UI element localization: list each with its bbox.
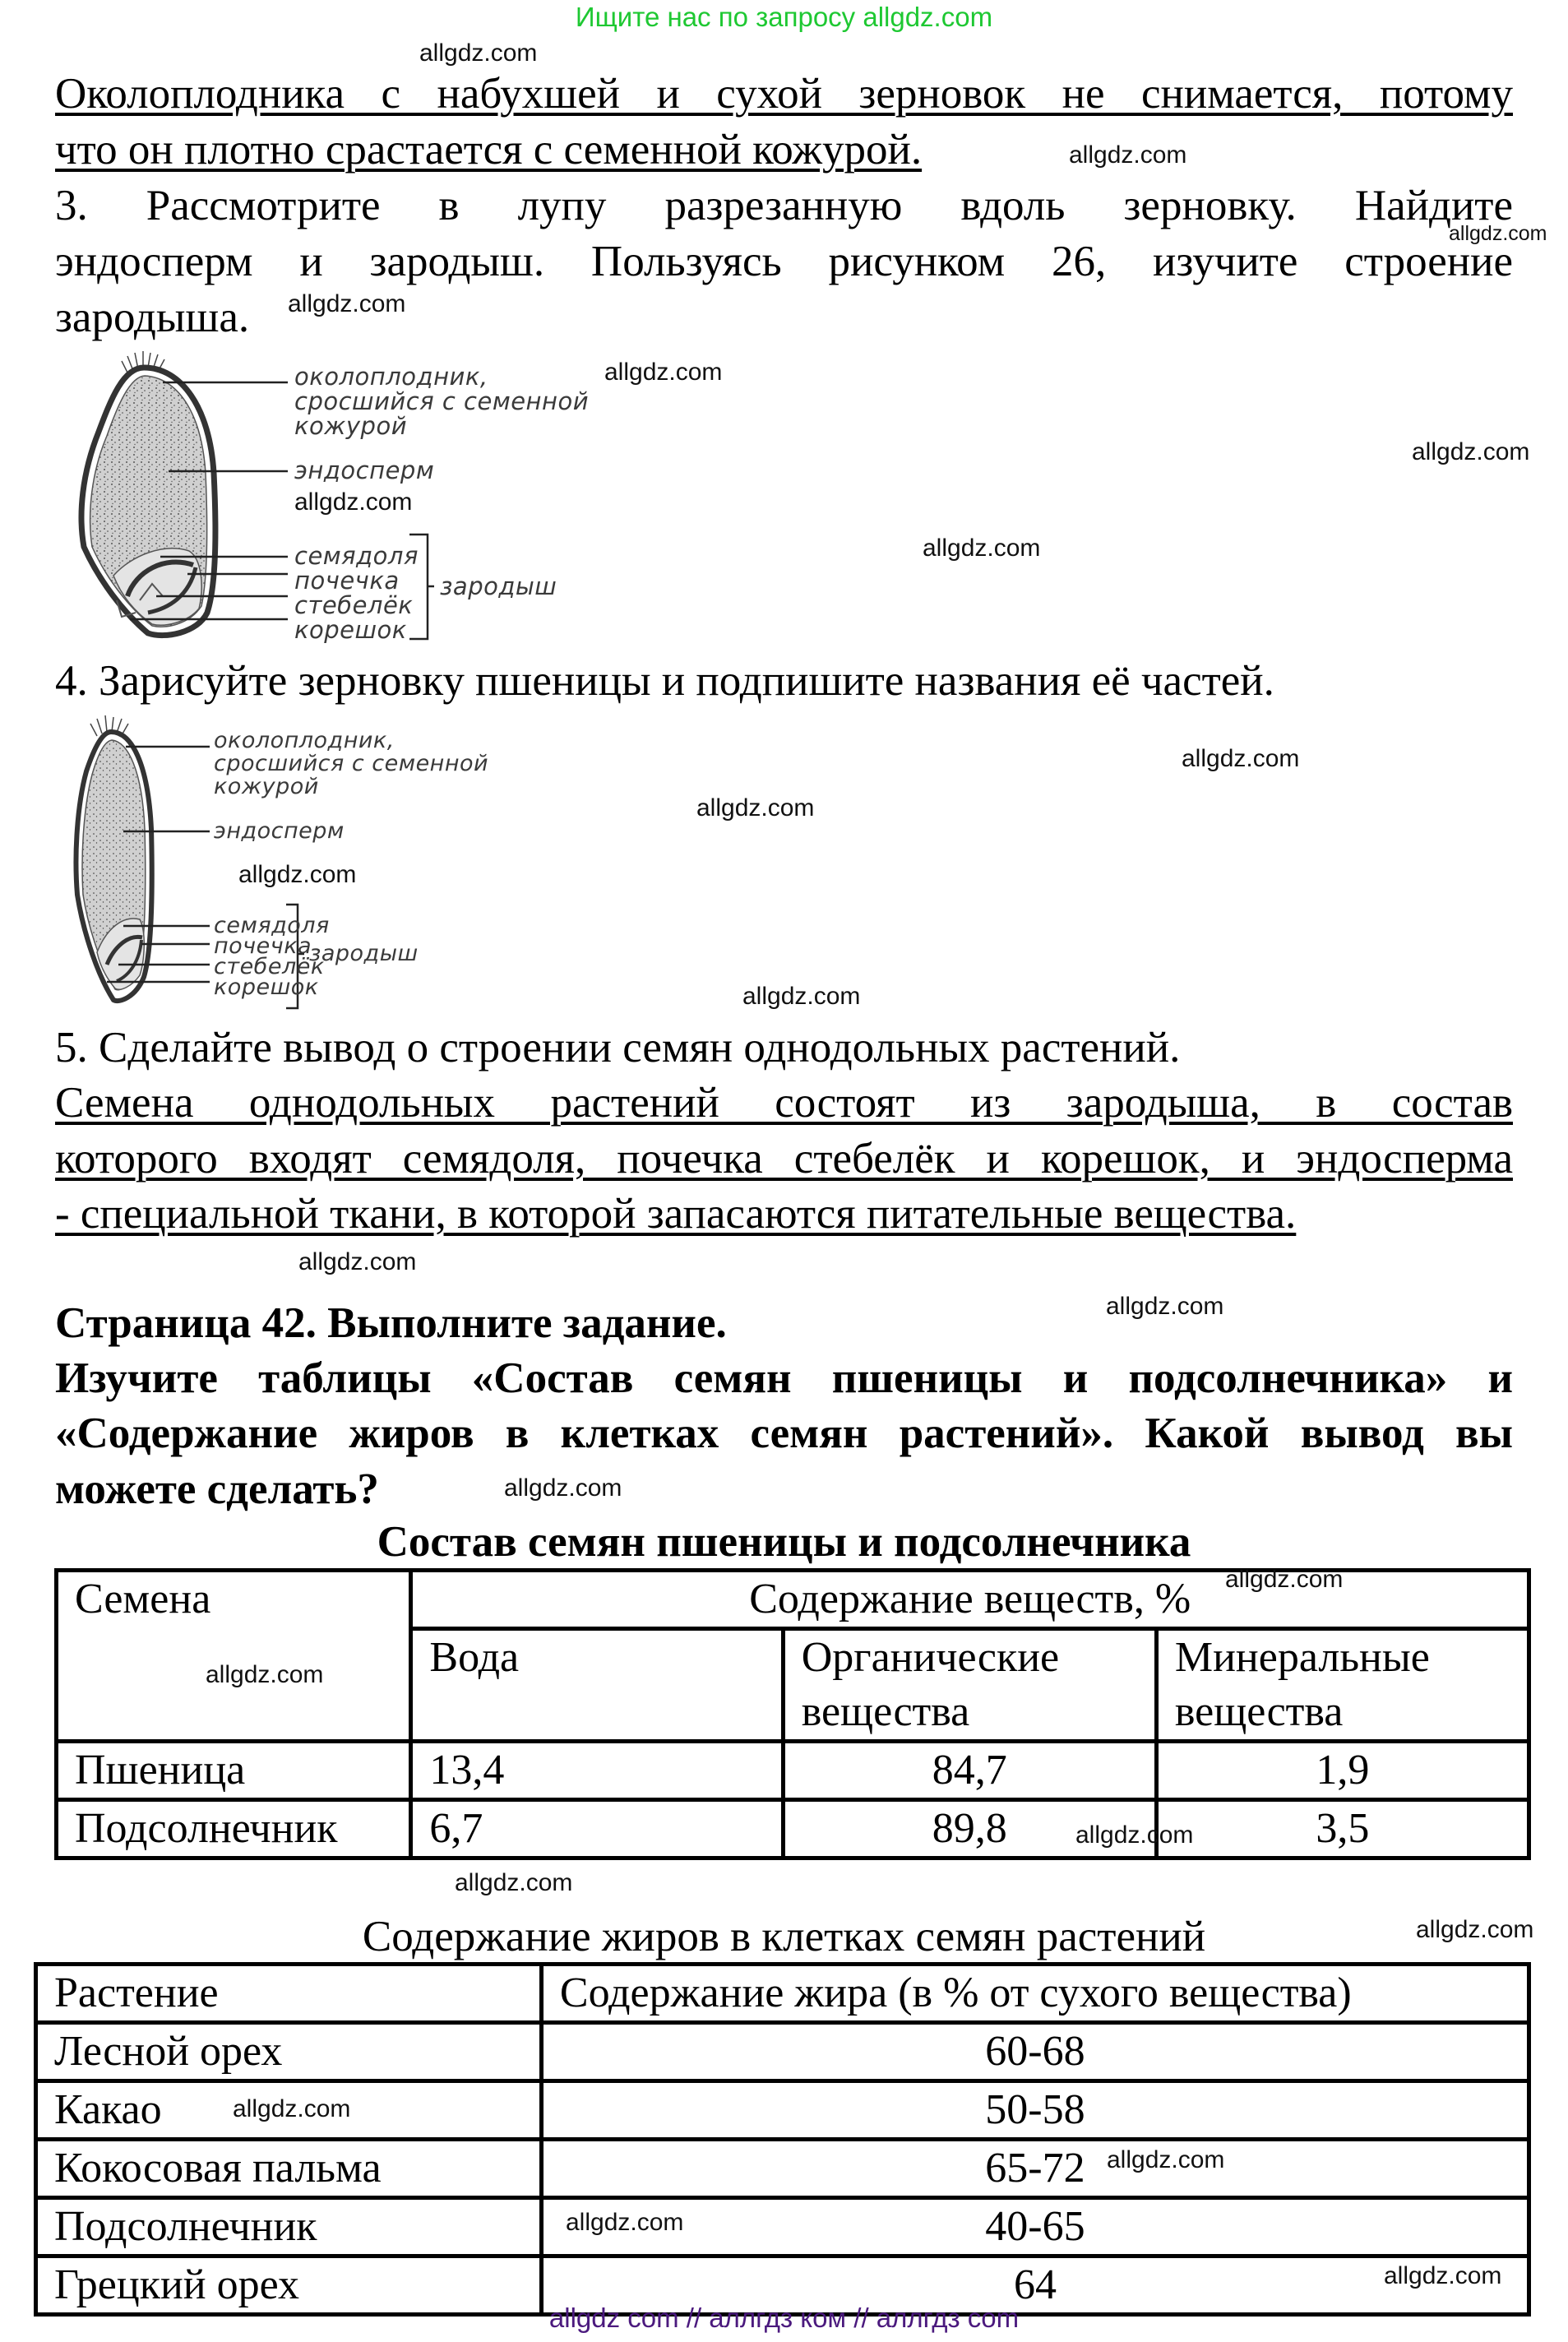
cell-water: 13,4 [411, 1742, 783, 1800]
task-3-line: эндосперм и зародыш. Пользуясь рисунком 26, изучите строение [55, 238, 1513, 285]
label-embryo: зародыш [440, 572, 557, 600]
watermark: allgdz.com [504, 1474, 622, 1502]
watermark: allgdz.com [455, 1869, 573, 1896]
table-row [36, 2023, 1529, 2081]
label-root: корешок [294, 616, 407, 644]
wheat-grain-figure-2 [66, 714, 559, 1010]
watermark: allgdz.com [1412, 438, 1530, 465]
label-embryo: зародыш [309, 941, 419, 966]
answer-line: что он плотно срастается с семенной кожурой. [55, 126, 923, 174]
answer-line: которого входят семядоля, почечка стебелёк и корешок, и эндосперма [55, 1135, 1513, 1183]
task-3-line: зародыша. [55, 294, 250, 341]
header-mineral: Минеральные вещества [1156, 1629, 1529, 1742]
footer-links: allgdz com // аллгдз ком // аллгдз com [548, 2303, 1020, 2333]
watermark: allgdz.com [1075, 1821, 1194, 1849]
search-banner: Ищите нас по запросу allgdz.com [575, 2, 993, 32]
watermark: allgdz.com [288, 290, 406, 317]
wheat-grain-figure-1 [66, 349, 641, 654]
answer-line: Семена однодольных растений состоят из зародыша, в состав [55, 1079, 1513, 1127]
table-fat-title: Содержание жиров в клетках семян растений [362, 1913, 1206, 1960]
page-heading: Страница 42. Выполните задание. [55, 1299, 727, 1347]
table-composition [54, 1568, 1531, 1860]
label-cotyledon: семядоля [214, 913, 330, 938]
page-42-line: «Содержание жиров в клетках семян растений». Какой вывод вы [55, 1409, 1513, 1457]
page-42-line: Изучите таблицы «Состав семян пшеницы и подсолнечника» и [55, 1354, 1513, 1402]
watermark: allgdz.com [604, 359, 723, 386]
watermark: allgdz.com [206, 1661, 324, 1688]
cell-fat: 50-58 [541, 2081, 1529, 2140]
table-composition-title: Состав семян пшеницы и подсолнечника [377, 1518, 1191, 1566]
table-row [36, 2198, 1529, 2256]
cell-fat: 65-72 [541, 2140, 1529, 2198]
cell-plant: Какао [36, 2081, 542, 2140]
watermark: allgdz.com [1225, 1566, 1344, 1593]
watermark: allgdz.com [1182, 745, 1300, 772]
cell-plant: Лесной орех [36, 2023, 542, 2081]
label-stem: стебелёк [294, 591, 414, 619]
watermark: allgdz.com [1416, 1916, 1534, 1943]
watermark: allgdz.com [238, 861, 357, 888]
cell-plant: Подсолнечник [36, 2198, 542, 2256]
watermark: allgdz.com [294, 488, 413, 516]
watermark: allgdz.com [298, 1248, 417, 1275]
cell-mineral: 1,9 [1156, 1742, 1529, 1800]
label-bud: почечка [214, 933, 312, 959]
page-42-line: можете сделать? [55, 1465, 379, 1513]
answer-line: Околоплодника с набухшей и сухой зерновок не снимается, потому [55, 70, 1513, 118]
table-row [57, 1742, 1529, 1800]
watermark: allgdz.com [1106, 1293, 1224, 1320]
label-pericarp: сросшийся с семенной [294, 387, 590, 415]
watermark: allgdz.com [742, 983, 861, 1010]
header-organic: Органические вещества [783, 1629, 1156, 1742]
label-cotyledon: семядоля [294, 542, 419, 570]
task-5-text: 5. Сделайте вывод о строении семян однодольных растений. [55, 1024, 1181, 1071]
table-fat [34, 1962, 1531, 2317]
label-pericarp: кожурой [294, 412, 408, 440]
cell-plant: Кокосовая пальма [36, 2140, 542, 2198]
answer-line: - специальной ткани, в которой запасаются питательные вещества. [55, 1190, 1297, 1238]
header-seeds: Семена [57, 1571, 411, 1742]
header-content-group: Содержание веществ, % [411, 1571, 1529, 1629]
header-fat-content: Содержание жира (в % от сухого вещества) [541, 1965, 1529, 2023]
watermark: allgdz.com [1384, 2262, 1502, 2289]
label-stem: стебелёк [214, 954, 325, 979]
watermark: allgdz.com [566, 2209, 684, 2236]
label-endosperm: эндосперм [294, 456, 435, 484]
watermark: allgdz.com [1449, 222, 1547, 245]
watermark: allgdz.com [419, 39, 538, 67]
watermark: allgdz.com [696, 794, 815, 822]
label-pericarp: сросшийся с семенной [214, 751, 489, 776]
label-bud: почечка [294, 567, 400, 595]
task-3-line: 3. Рассмотрите в лупу разрезанную вдоль зерновку. Найдите [55, 182, 1513, 229]
cell-organic: 89,8 [783, 1800, 1156, 1858]
watermark: allgdz.com [1107, 2146, 1225, 2173]
header-plant: Растение [36, 1965, 542, 2023]
table-row [57, 1800, 1529, 1858]
label-root: корешок [214, 974, 319, 1000]
cell-seed: Подсолнечник [57, 1800, 411, 1858]
label-pericarp: околоплодник, [294, 363, 488, 391]
cell-mineral: 3,5 [1156, 1800, 1529, 1858]
cell-fat: 64 [541, 2256, 1529, 2315]
watermark: allgdz.com [233, 2095, 351, 2122]
label-endosperm: эндосперм [214, 818, 345, 844]
watermark: allgdz.com [1069, 141, 1187, 169]
table-row [36, 2140, 1529, 2198]
watermark: allgdz.com [923, 535, 1041, 562]
cell-seed: Пшеница [57, 1742, 411, 1800]
cell-organic: 84,7 [783, 1742, 1156, 1800]
cell-water: 6,7 [411, 1800, 783, 1858]
header-water: Вода [411, 1629, 783, 1742]
cell-fat: 60-68 [541, 2023, 1529, 2081]
cell-fat: 40-65 [541, 2198, 1529, 2256]
cell-plant: Грецкий орех [36, 2256, 542, 2315]
label-pericarp: околоплодник, [214, 728, 395, 753]
task-4-text: 4. Зарисуйте зерновку пшеницы и подпишите названия её частей. [55, 657, 1274, 705]
label-pericarp: кожурой [214, 774, 319, 799]
